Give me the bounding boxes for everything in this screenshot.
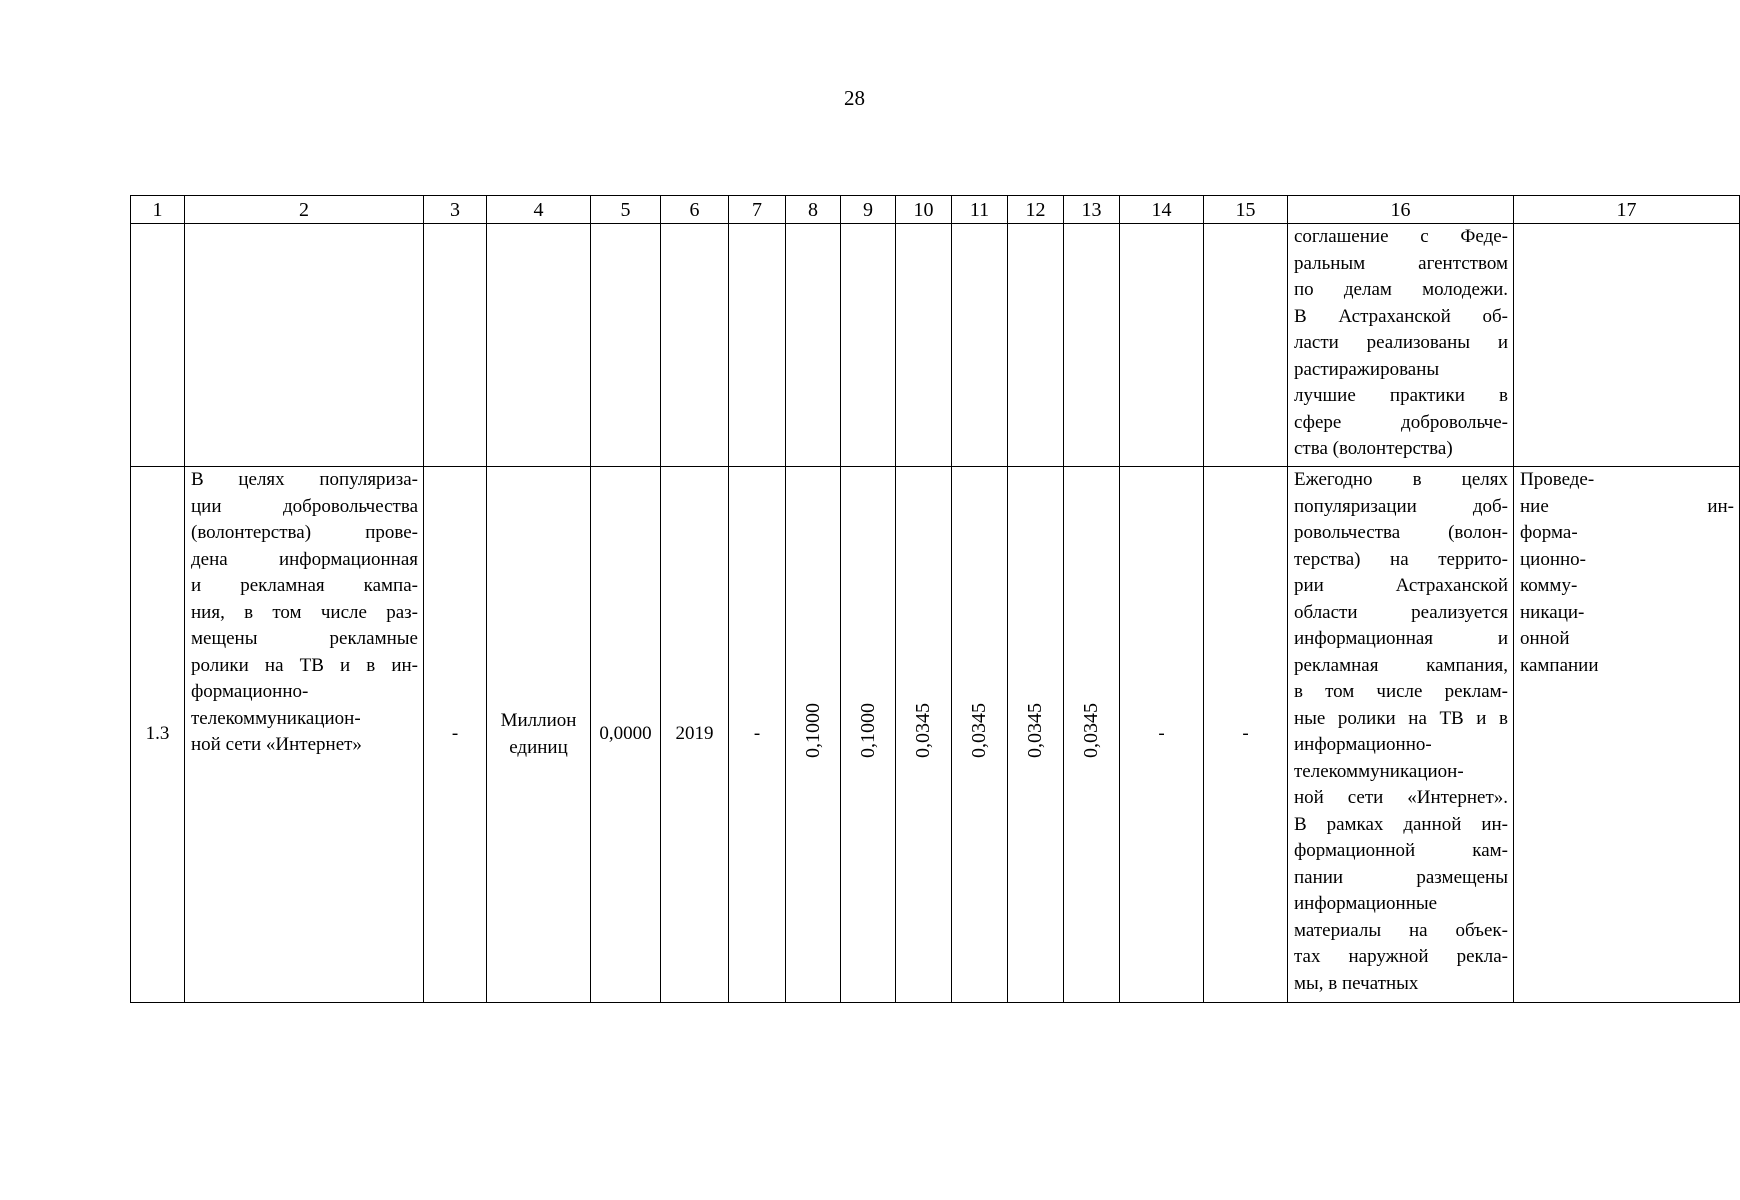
text-line: рии Астраханской <box>1294 575 1508 596</box>
unit-line-1: Миллион <box>500 710 577 731</box>
col12-cell <box>1008 467 1064 1003</box>
col3-value: - <box>424 467 487 1003</box>
text-line: пании размещены <box>1294 866 1508 888</box>
column-number: 3 <box>424 196 487 224</box>
text-line: области реализуется <box>1294 601 1508 623</box>
row-number: 1.3 <box>131 467 185 1003</box>
text-line: рекламная кампания, <box>1294 654 1508 676</box>
column-number: 5 <box>591 196 661 224</box>
text-line: ролики на ТВ и в ин- <box>191 654 418 676</box>
col15-value: - <box>1204 467 1288 1003</box>
text-line: материалы на объек- <box>1294 919 1508 941</box>
column-number: 7 <box>729 196 786 224</box>
text-line: В рамках данной ин- <box>1294 813 1508 835</box>
column-number: 12 <box>1008 196 1064 224</box>
result-text <box>1288 467 1513 997</box>
base-year: 2019 <box>661 467 729 1003</box>
column-number: 2 <box>185 196 424 224</box>
text-line: ной сети «Интернет» <box>191 734 362 755</box>
text-line: ства (волонтерства) <box>1294 438 1453 459</box>
text-line: ной сети «Интернет». <box>1294 787 1508 808</box>
text-line: комму- <box>1520 575 1578 596</box>
text-line: по делам молодежи. <box>1294 279 1508 300</box>
text-line: ласти реализованы и <box>1294 332 1508 353</box>
table-cell <box>952 224 1008 467</box>
text-line: ральным агентством <box>1294 252 1508 274</box>
text-line: формационно- <box>191 681 309 702</box>
col8-value: 0,1000 <box>801 702 824 758</box>
text-line: форма- <box>1520 522 1578 543</box>
text-line: (волонтерства) прове- <box>191 522 418 543</box>
col9-value: 0,1000 <box>856 702 879 758</box>
text-line: информационная и <box>1294 628 1508 649</box>
text-line: ционно- <box>1520 548 1586 570</box>
table-cell <box>1064 224 1120 467</box>
column-number: 6 <box>661 196 729 224</box>
table-cell <box>131 224 185 467</box>
page-number: 28 <box>844 86 865 110</box>
col13-value: 0,0345 <box>1080 702 1103 758</box>
table-cell <box>786 224 841 467</box>
text-line: телекоммуникацион- <box>1294 760 1464 782</box>
table-cell <box>487 224 591 467</box>
table-cell <box>1120 224 1204 467</box>
text-line: мы, в печатных <box>1294 972 1419 994</box>
result-text <box>1288 224 1513 463</box>
text-line: Ежегодно в целях <box>1294 469 1508 490</box>
table-cell <box>896 224 952 467</box>
column-number: 11 <box>952 196 1008 224</box>
column-number-row <box>131 196 1740 224</box>
table-cell <box>1204 224 1288 467</box>
comment-text <box>1514 467 1739 679</box>
col12-value: 0,0345 <box>1024 702 1047 758</box>
column-number: 14 <box>1120 196 1204 224</box>
text-line: сфере добровольче- <box>1294 411 1508 433</box>
text-line: тах наружной рекла- <box>1294 946 1508 967</box>
col8-cell <box>786 467 841 1003</box>
column-number: 16 <box>1288 196 1514 224</box>
col14-value: - <box>1120 467 1204 1003</box>
column-number: 10 <box>896 196 952 224</box>
table-row-1-3 <box>131 467 1740 1003</box>
comment-cell <box>1514 467 1740 1003</box>
unit-line-2: единиц <box>509 736 568 758</box>
column-number: 13 <box>1064 196 1120 224</box>
text-line: терства) на террито- <box>1294 548 1508 570</box>
text-line: растиражированы <box>1294 358 1440 380</box>
column-number: 4 <box>487 196 591 224</box>
text-line: ния, в том числе раз- <box>191 601 418 623</box>
text-line: в том числе реклам- <box>1294 681 1508 702</box>
col11-value: 0,0345 <box>968 702 991 758</box>
col10-value: 0,0345 <box>912 702 935 758</box>
text-line: никаци- <box>1520 601 1585 623</box>
text-line: ции добровольчества <box>191 495 418 517</box>
col7-value: - <box>729 467 786 1003</box>
table-cell <box>1514 224 1740 467</box>
text-line: формационной кам- <box>1294 840 1508 861</box>
text-line: лучшие практики в <box>1294 385 1508 406</box>
text-line: ровольчества (волон- <box>1294 522 1508 543</box>
col13-cell <box>1064 467 1120 1003</box>
table-cell <box>841 224 896 467</box>
column-number: 15 <box>1204 196 1288 224</box>
result-cell <box>1288 467 1514 1003</box>
text-line: Проведе- <box>1520 469 1595 490</box>
text-line: дена информационная <box>191 548 418 570</box>
column-number: 17 <box>1514 196 1740 224</box>
table-cell <box>185 224 424 467</box>
table-cell <box>729 224 786 467</box>
column-number: 9 <box>841 196 896 224</box>
text-line: информационно- <box>1294 734 1432 755</box>
description-text <box>185 467 423 759</box>
table-cell <box>424 224 487 467</box>
text-line: ные ролики на ТВ и в <box>1294 707 1508 729</box>
column-number: 1 <box>131 196 185 224</box>
column-number: 8 <box>786 196 841 224</box>
table-cell <box>1008 224 1064 467</box>
text-line: телекоммуникацион- <box>191 707 361 729</box>
text-line: ние ин- <box>1520 495 1734 517</box>
unit-cell <box>487 467 591 1003</box>
text-line: соглашение с Феде- <box>1294 226 1508 247</box>
description-cell <box>185 467 424 1003</box>
table-cell <box>591 224 661 467</box>
text-line: информационные <box>1294 893 1438 914</box>
text-line: и рекламная кампа- <box>191 575 418 596</box>
data-table <box>130 195 1740 1003</box>
base-value: 0,0000 <box>591 467 661 1003</box>
col9-cell <box>841 467 896 1003</box>
text-line: онной <box>1520 628 1570 649</box>
continuation-result-cell <box>1288 224 1514 467</box>
col10-cell <box>896 467 952 1003</box>
col11-cell <box>952 467 1008 1003</box>
text-line: популяризации доб- <box>1294 495 1508 517</box>
text-line: В целях популяриза- <box>191 469 418 490</box>
text-line: кампании <box>1520 654 1599 676</box>
text-line: мещены рекламные <box>191 628 418 649</box>
continuation-row <box>131 224 1740 467</box>
table-cell <box>661 224 729 467</box>
text-line: В Астраханской об- <box>1294 305 1508 327</box>
